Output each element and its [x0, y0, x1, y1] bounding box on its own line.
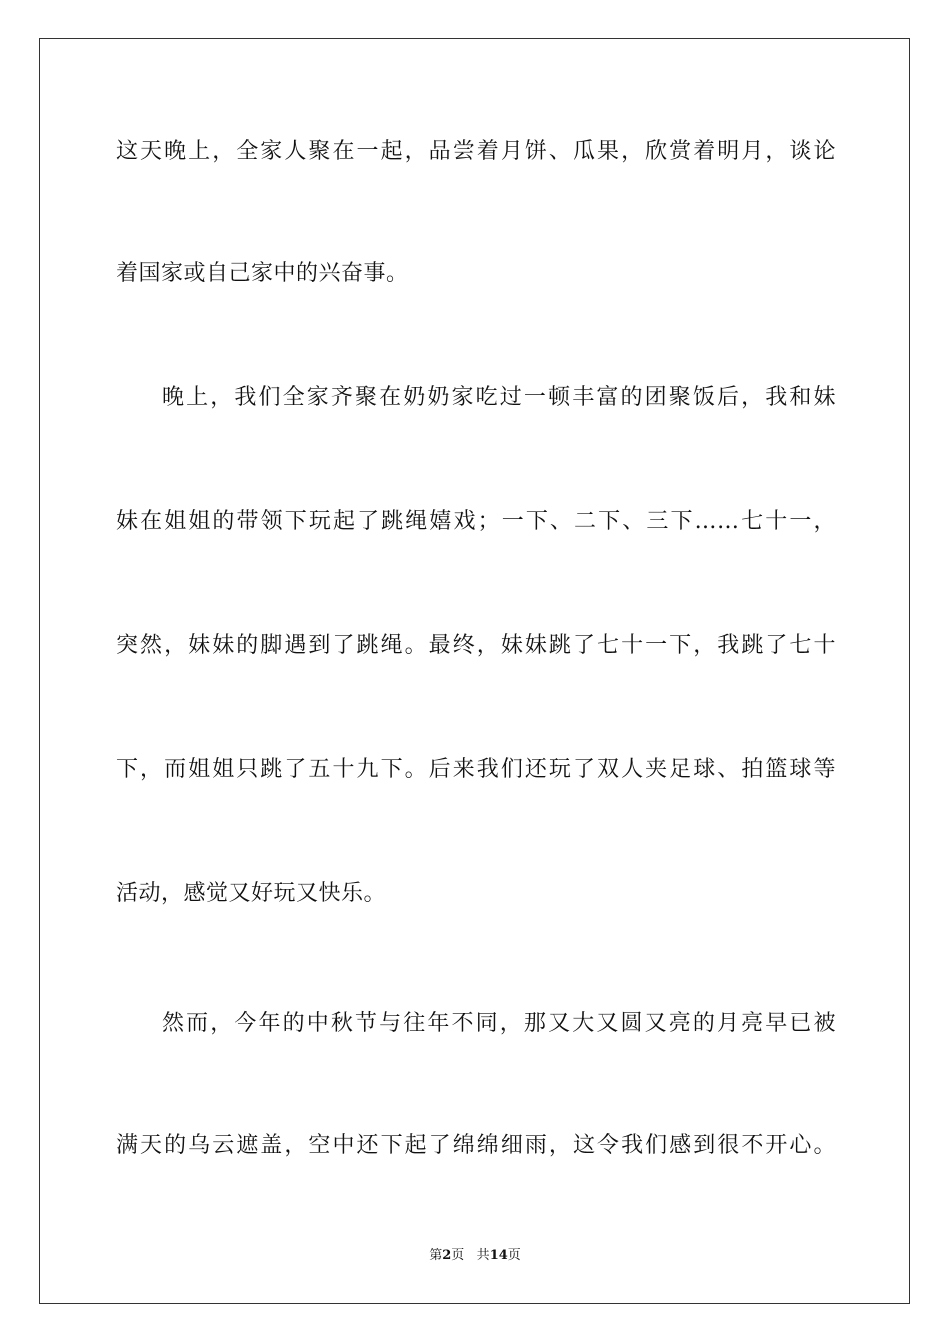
- text-line-2: 着国家或自己家中的兴奋事。: [116, 261, 409, 286]
- footer-page-number: 2: [442, 1248, 452, 1263]
- footer-page-suffix: 页: [451, 1248, 465, 1263]
- footer-total-pages: 14: [489, 1248, 508, 1263]
- text-line-7: 活动，感觉又好玩又快乐。: [116, 881, 387, 906]
- text-line-1: 这天晚上，全家人聚在一起，品尝着月饼、瓜果，欣赏着明月，谈论: [116, 139, 836, 164]
- text-line-5: 突然，妹妹的脚遇到了跳绳。最终，妹妹跳了七十一下，我跳了七十: [116, 633, 836, 658]
- text-line-9: 满天的乌云遮盖，空中还下起了绵绵细雨，这令我们感到很不开心。: [116, 1133, 836, 1158]
- footer-page-prefix: 第: [429, 1248, 443, 1263]
- footer-total-suffix: 页: [507, 1248, 521, 1263]
- text-line-3: 晚上，我们全家齐聚在奶奶家吃过一顿丰富的团聚饭后，我和妹: [162, 385, 836, 410]
- text-line-6: 下，而姐姐只跳了五十九下。后来我们还玩了双人夹足球、拍篮球等: [116, 757, 836, 782]
- page-border: [39, 38, 910, 1304]
- footer-total-prefix: 共: [476, 1248, 490, 1263]
- text-line-4: 妹在姐姐的带领下玩起了跳绳嬉戏；一下、二下、三下……七十一，: [116, 509, 836, 534]
- text-line-8: 然而，今年的中秋节与往年不同，那又大又圆又亮的月亮早已被: [162, 1011, 836, 1036]
- page-footer: [0, 1247, 950, 1265]
